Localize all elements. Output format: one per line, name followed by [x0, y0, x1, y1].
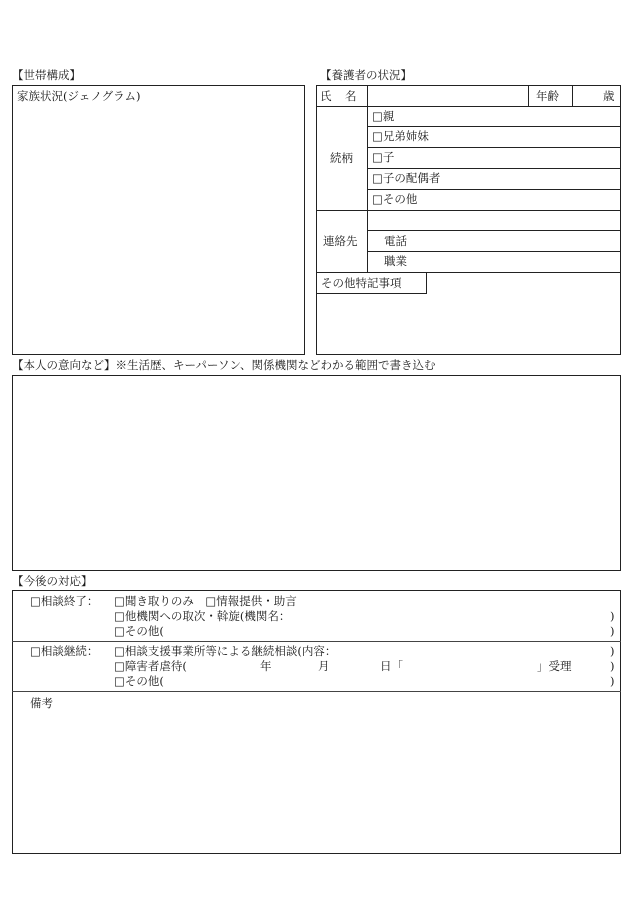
- relationship-option-child-spouse[interactable]: □子の配偶者: [372, 171, 441, 185]
- divider-contact-2: [367, 251, 621, 252]
- name-label: 氏 名: [320, 89, 358, 103]
- relationship-option-child[interactable]: □子: [372, 150, 395, 164]
- divider-rel-2: [367, 147, 621, 148]
- divider-rel-1: [367, 126, 621, 127]
- close-paren-referral: ): [610, 609, 615, 623]
- divider-relationship-block: [316, 210, 621, 211]
- consult-end-checkbox[interactable]: □相談終了：: [30, 594, 99, 608]
- household-box[interactable]: [12, 85, 305, 355]
- genogram-label: 家族状況(ジェノグラム): [17, 89, 141, 103]
- divider-name-row: [316, 106, 621, 107]
- occupation-label: 職業: [384, 254, 407, 268]
- intent-heading: 【本人の意向など】※生活歴、キーパーソン、関係機関などわかる範囲で書き込む: [12, 358, 436, 372]
- phone-field[interactable]: [415, 232, 619, 248]
- age-divider-right: [572, 85, 573, 106]
- age-field[interactable]: [574, 87, 598, 104]
- contact-address-field[interactable]: [369, 212, 619, 228]
- abuse-accepted-label: 」受理: [537, 659, 572, 673]
- close-paren-support: ): [610, 644, 615, 658]
- divider-rel-4: [367, 189, 621, 190]
- future-heading: 【今後の対応】: [12, 574, 93, 588]
- household-heading: 【世帯構成】: [12, 68, 81, 82]
- divider-rel-3: [367, 168, 621, 169]
- age-unit: 歳: [603, 89, 615, 103]
- occupation-field[interactable]: [415, 253, 619, 269]
- close-paren-continue-other: ): [610, 674, 615, 688]
- consult-continue-other[interactable]: □その他(: [114, 674, 164, 688]
- divider-continue-remarks: [12, 691, 621, 692]
- intent-box[interactable]: [12, 375, 621, 571]
- notes-label: その他特記事項: [321, 276, 402, 290]
- consult-end-other[interactable]: □その他(: [114, 624, 164, 638]
- relationship-option-sibling[interactable]: □兄弟姉妹: [372, 129, 429, 143]
- consult-continue-abuse[interactable]: □障害者虐待(: [114, 659, 187, 673]
- close-paren-end-other: ): [610, 624, 615, 638]
- abuse-year-label: 年: [260, 659, 272, 673]
- label-column-divider: [367, 85, 368, 272]
- age-divider-left: [528, 85, 529, 106]
- consult-continue-support[interactable]: □相談支援事業所等による継続相談(内容：: [114, 644, 337, 658]
- relationship-label: 続柄: [330, 151, 353, 165]
- name-field[interactable]: [369, 87, 526, 104]
- abuse-month-label: 月: [318, 659, 330, 673]
- close-paren-abuse: ): [610, 659, 615, 673]
- consult-continue-checkbox[interactable]: □相談継続：: [30, 644, 99, 658]
- remarks-field[interactable]: [14, 714, 619, 852]
- notes-field[interactable]: [318, 296, 619, 353]
- phone-label: 電話: [384, 234, 407, 248]
- consult-end-referral[interactable]: □他機関への取次・斡旋(機関名：: [114, 609, 291, 623]
- remarks-label: 備考: [30, 696, 53, 710]
- consult-end-line1[interactable]: □聞き取りのみ □情報提供・助言: [114, 594, 297, 608]
- age-label: 年齢: [536, 89, 559, 103]
- relationship-option-parent[interactable]: □親: [372, 109, 395, 123]
- divider-contact-1: [367, 230, 621, 231]
- divider-end-continue: [12, 641, 621, 642]
- caregiver-heading: 【養護者の状況】: [320, 68, 412, 82]
- abuse-day-label: 日「: [380, 659, 403, 673]
- contact-label: 連絡先: [323, 234, 358, 248]
- relationship-option-other[interactable]: □その他: [372, 192, 418, 206]
